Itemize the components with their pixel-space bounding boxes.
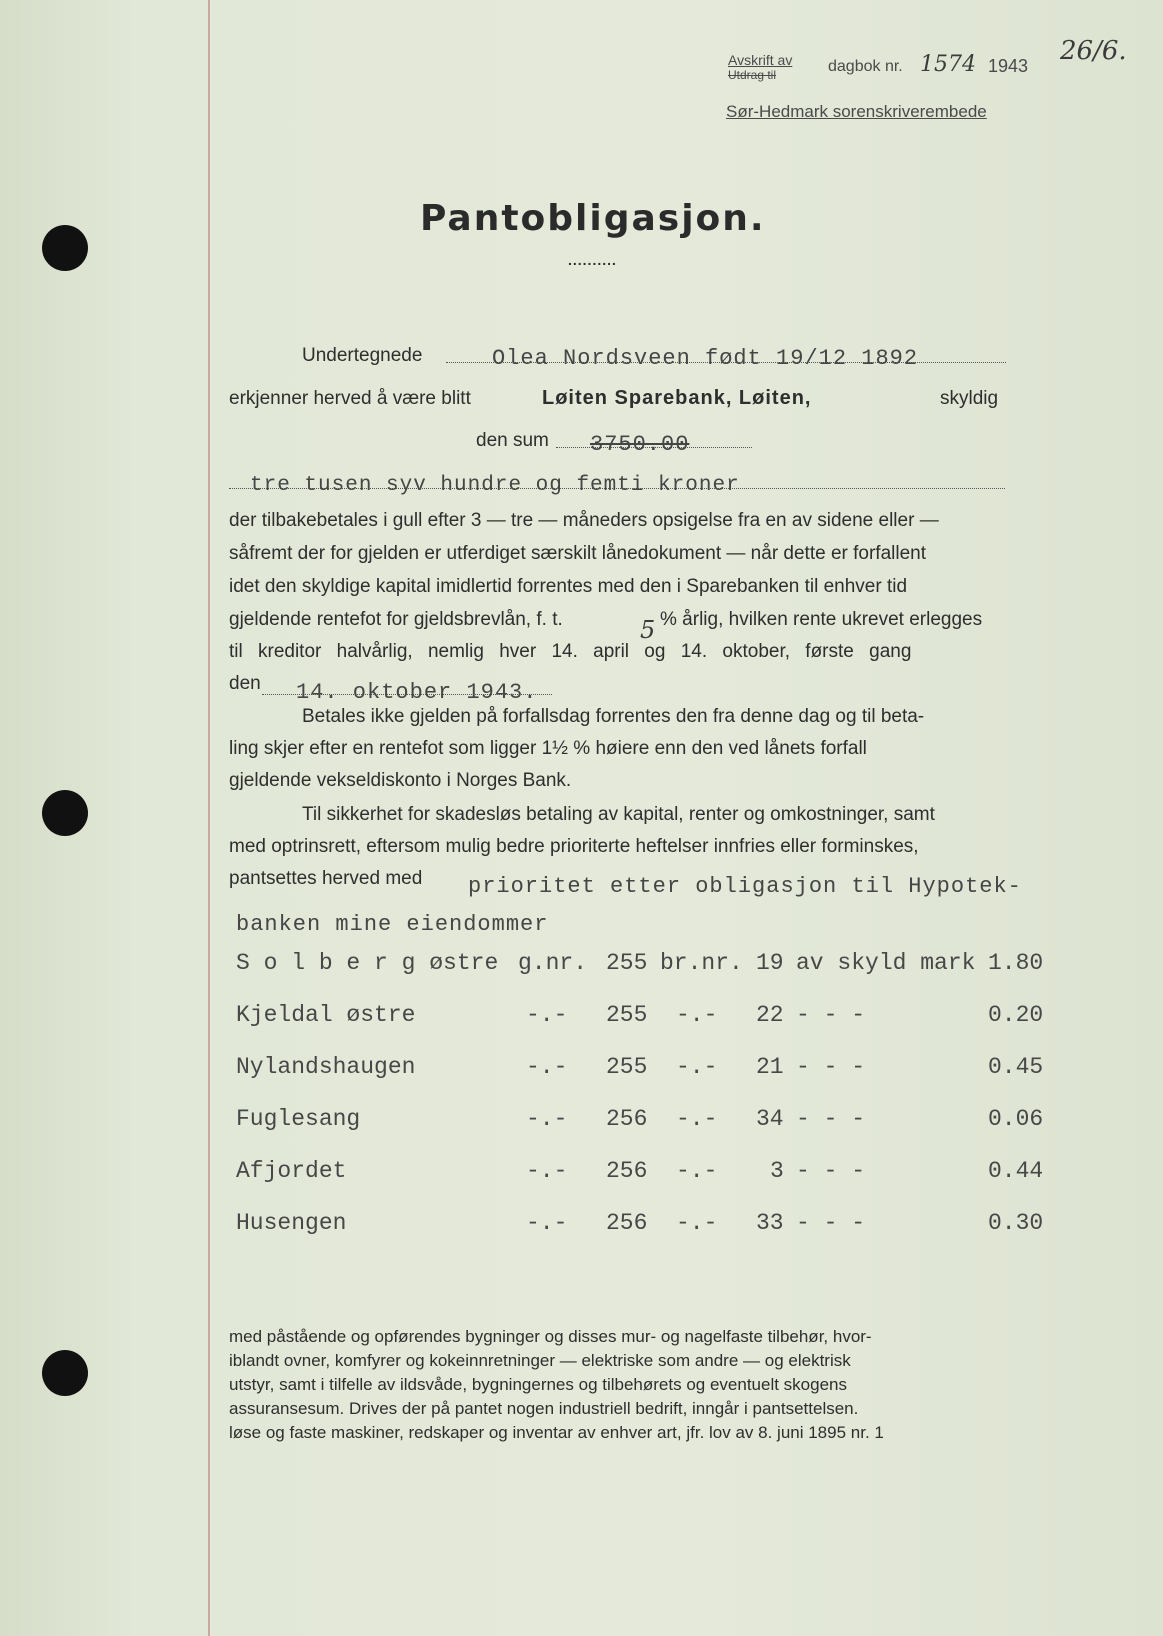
mark: 0.06 xyxy=(988,1106,1044,1132)
property-row xyxy=(236,1210,1066,1244)
gnr: 256 xyxy=(606,1158,648,1184)
bnr: 22 xyxy=(756,1002,784,1028)
property-name: S o l b e r g østre xyxy=(236,950,499,976)
skyld-label: - - - xyxy=(796,1158,866,1184)
footer-line: iblandt ovner, komfyrer og kokeinnretninger — elektriske som andre — og elektrisk xyxy=(229,1351,851,1370)
para2-line-3: gjeldende vekseldiskonto i Norges Bank. xyxy=(229,770,572,791)
den-sum-label: den sum xyxy=(476,430,549,451)
date-note: 26/6. xyxy=(1060,36,1127,66)
property-row xyxy=(236,1106,1066,1140)
skyldig-text: skyldig xyxy=(940,388,999,409)
bnr: 33 xyxy=(756,1210,784,1236)
skyld-label: - - - xyxy=(796,1054,866,1080)
para2-line-1: Betales ikke gjelden på forfallsdag forrentes den fra denne dag og til beta- xyxy=(302,706,925,727)
body-line-2: såfremt der for gjelden er utferdiget særskilt lånedokument — når dette er forfallent xyxy=(229,543,927,564)
gnr-label: g.nr. xyxy=(518,950,588,976)
property-name: Nylandshaugen xyxy=(236,1054,416,1080)
para3-line-1: Til sikkerhet for skadesløs betaling av kapital, renter og omkostninger, samt xyxy=(302,804,935,825)
bnr: 21 xyxy=(756,1054,784,1080)
erkjenner-text: erkjenner herved å være blitt xyxy=(229,388,471,409)
gnr-label: -.- xyxy=(526,1210,568,1236)
skyld-label: av skyld mark xyxy=(796,950,976,976)
mark: 0.44 xyxy=(988,1158,1044,1184)
bnr-label: -.- xyxy=(676,1158,718,1184)
gnr: 256 xyxy=(606,1106,648,1132)
footer-line: løse og faste maskiner, redskaper og inventar av enhver art, jfr. lov av 8. juni 1895 nr. 1 xyxy=(229,1423,884,1442)
punch-hole-top xyxy=(42,225,88,271)
mark: 0.20 xyxy=(988,1002,1044,1028)
property-name: Afjordet xyxy=(236,1158,347,1184)
priority-text-2: banken mine eiendommer xyxy=(236,912,549,937)
gnr: 255 xyxy=(606,950,648,976)
mark: 1.80 xyxy=(988,950,1044,976)
property-row xyxy=(236,1054,1066,1088)
property-row xyxy=(236,1002,1066,1036)
skyld-label: - - - xyxy=(796,1106,866,1132)
undertegnede-label: Undertegnede xyxy=(302,345,423,366)
stamp-avskrift: Avskrift av xyxy=(728,52,793,68)
stamp-year: 1943 xyxy=(988,56,1029,76)
dagbok-number: 1574 xyxy=(920,52,976,77)
punch-hole-middle xyxy=(42,790,88,836)
amount: 3750.00 xyxy=(590,432,690,457)
property-name: Fuglesang xyxy=(236,1106,361,1132)
bank-name: Løiten Sparebank, Løiten, xyxy=(542,387,812,409)
bnr-label: -.- xyxy=(676,1210,718,1236)
property-name: Kjeldal østre xyxy=(236,1002,416,1028)
first-date-label: den xyxy=(229,673,261,694)
bnr-label: -.- xyxy=(676,1002,718,1028)
skyld-label: - - - xyxy=(796,1002,866,1028)
pantsettes-label: pantsettes herved med xyxy=(229,868,423,889)
amount-words: tre tusen syv hundre og femti kroner xyxy=(250,474,740,497)
property-row xyxy=(236,1158,1066,1192)
gnr-label: -.- xyxy=(526,1002,568,1028)
gnr: 255 xyxy=(606,1054,648,1080)
priority-text: prioritet etter obligasjon til Hypotek- xyxy=(468,874,1022,899)
para3-line-2: med optrinsrett, eftersom mulig bedre prioriterte heftelser innfries eller forminskes, xyxy=(229,836,919,857)
stamp-utdrag: Utdrag til xyxy=(728,68,777,82)
gnr-label: -.- xyxy=(526,1054,568,1080)
property-name: Husengen xyxy=(236,1210,347,1236)
punch-hole-bottom xyxy=(42,1350,88,1396)
gnr-label: -.- xyxy=(526,1158,568,1184)
skyld-label: - - - xyxy=(796,1210,866,1236)
gnr: 256 xyxy=(606,1210,648,1236)
body-line-3: idet den skyldige kapital imidlertid forrentes med den i Sparebanken til enhver tid xyxy=(229,576,908,597)
bnr-label: -.- xyxy=(676,1054,718,1080)
debtor-name: Olea Nordsveen født 19/12 1892 xyxy=(492,346,919,371)
bnr: 34 xyxy=(756,1106,784,1132)
mark: 0.45 xyxy=(988,1054,1044,1080)
footer-text xyxy=(229,1325,884,1445)
footer-line: med påstående og opførendes bygninger og disses mur- og nagelfaste tilbehør, hvor- xyxy=(229,1327,872,1346)
body-line-5: til kreditor halvårlig, nemlig hver 14. april og 14. oktober, første gang xyxy=(229,641,912,662)
body-line-4: gjeldende rentefot for gjeldsbrevlån, f. t. xyxy=(229,609,563,630)
para2-line-2: ling skjer efter en rentefot som ligger 1½ % høiere enn den ved lånets forfall xyxy=(229,738,867,759)
bnr: 3 xyxy=(770,1158,784,1184)
title-rule: .......... xyxy=(568,252,617,268)
stamp-dagbok: dagbok nr. xyxy=(828,58,903,75)
office-stamp: Sør-Hedmark sorenskriverembede xyxy=(726,102,987,121)
first-date: 14. oktober 1943. xyxy=(296,680,538,705)
body-line-1: der tilbakebetales i gull efter 3 — tre — måneders opsigelse fra en av sidene eller — xyxy=(229,510,939,531)
gnr-label: -.- xyxy=(526,1106,568,1132)
bnr-label: br.nr. xyxy=(660,950,743,976)
mark: 0.30 xyxy=(988,1210,1044,1236)
bnr-label: -.- xyxy=(676,1106,718,1132)
body-line-4b: % årlig, hvilken rente ukrevet erlegges xyxy=(660,609,983,630)
bnr: 19 xyxy=(756,950,784,976)
page-title: Pantobligasjon. xyxy=(420,198,766,239)
footer-line: assuransesum. Drives der på pantet nogen industriell bedrift, inngår i pantsettelsen. xyxy=(229,1399,859,1418)
margin-line xyxy=(208,0,210,1636)
interest-rate: 5 xyxy=(640,616,656,644)
gnr: 255 xyxy=(606,1002,648,1028)
footer-line: utstyr, samt i tilfelle av ildsvåde, bygningernes og tilbehørets og eventuelt skogens xyxy=(229,1375,848,1394)
property-row xyxy=(236,950,1066,984)
